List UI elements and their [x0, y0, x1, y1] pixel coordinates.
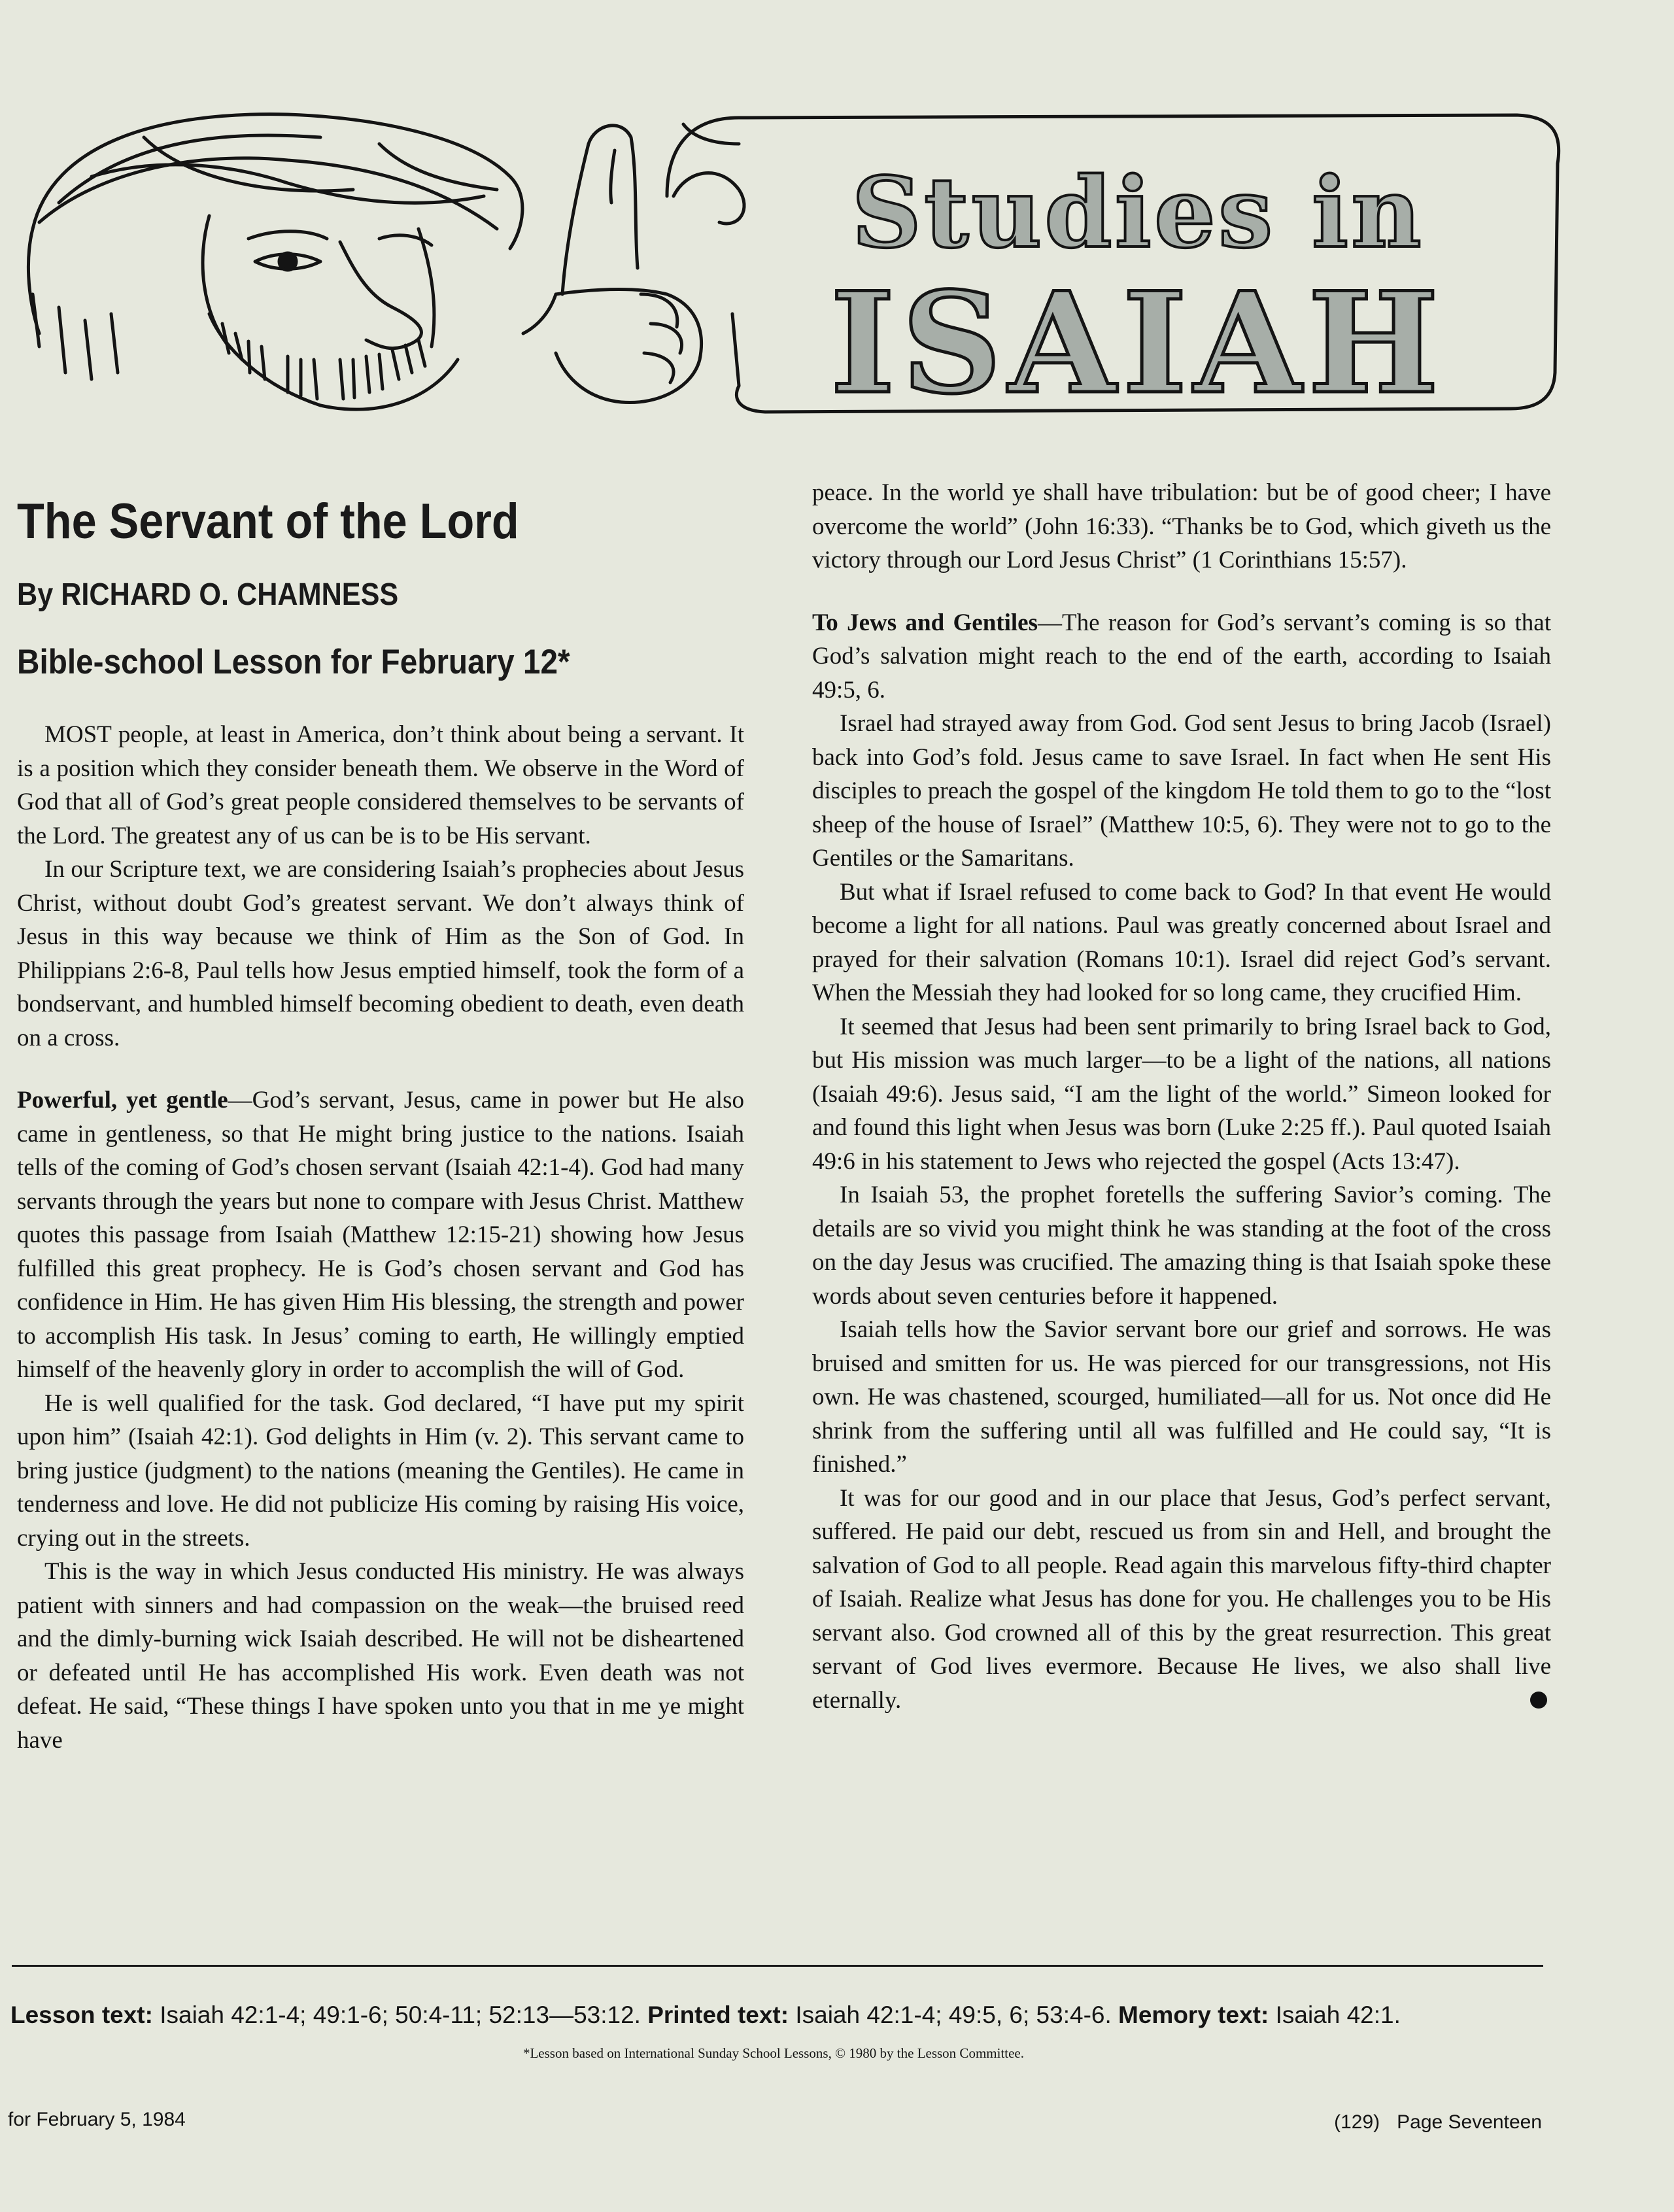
memory-text-value: Isaiah 42:1.: [1269, 2001, 1401, 2028]
paragraph: In our Scripture text, we are considering Isaiah’s prophecies about Jesus Christ, without doubt God’s greatest servant. We don’t always think of Jesus in this way because we think of Him as the Son of God. In Philippians 2:6-8, Paul tells how Jesus emptied himself, took the form of a bondservant, and humbled himself becoming obedient to death, even death on a cross.: [17, 856, 744, 1051]
banner: [13, 98, 1569, 425]
paragraph: It seemed that Jesus had been sent primarily to bring Israel back to God, but His mission was much larger—to be a light of the nations, all nations (Isaiah 49:6). Jesus said, “I am the light of the world.” Simeon looked for and found this light when Jesus was born (Luke 2:25 ff.). Paul quoted Isaiah 49:6 in his statement to Jews who rejected the gospel (Acts 13:47).: [812, 1013, 1551, 1175]
banner-title-line2: ISAIAH: [830, 262, 1446, 424]
subhead-to-jews-and-gentiles: To Jews and Gentiles: [812, 609, 1038, 636]
memory-text-label: Memory text:: [1118, 2001, 1269, 2028]
page-number: (129): [1334, 2111, 1380, 2133]
lesson-text-label: Lesson text:: [10, 2001, 153, 2028]
paragraph: This is the way in which Jesus conducted His ministry. He was always patient with sinners and had compassion on the weak—the bruised reed and the dimly-burning wick Isaiah described. He will not be disheartened or defeated until He has accomplished His work. Even death was not defeat. He said, “These things I have spoken unto you that in me ye might have: [17, 1558, 744, 1754]
page-folio: [1334, 2109, 1542, 2135]
issue-date: for February 5, 1984: [8, 2109, 186, 2130]
paragraph: [812, 1482, 1551, 1718]
paragraph-text: It was for our good and in our place that Jesus, God’s perfect servant, suffered. He paid our debt, rescued us from sin and Hell, and brought the salvation of God to all people. Read again this marvelous fifty-third chapter of Isaiah. Realize what Jesus has done for you. He challenges you to be His servant also. God crowned all of this by the great resurrection. This great servant of God lives evermore. Because He lives, we also shall live eternally.: [812, 1484, 1551, 1714]
paragraph: In Isaiah 53, the prophet foretells the suffering Savior’s coming. The details are so vivid you might think he was standing at the foot of the cross on the day Jesus was crucified. The amazing thing is that Isaiah spoke these words about seven centuries before it happened.: [812, 1182, 1551, 1310]
column-right: [812, 476, 1551, 1717]
banner-title: [752, 156, 1524, 424]
paragraph: [17, 1083, 744, 1387]
paragraph-text: —The reason for God’s servant’s coming is so that God’s salvation might reach to the end of the earth, according to Isaiah 49:5, 6.: [812, 609, 1551, 704]
lesson-references: [10, 1999, 1580, 2031]
banner-title-line1: Studies in: [851, 156, 1424, 269]
footer-rule: [12, 1965, 1543, 1967]
paragraph: But what if Israel refused to come back to God? In that event He would become a light for all nations. Paul was greatly concerned about Israel and prayed for their salvation (Romans 10:1). Israel did reject God’s servant. When the Messiah they had looked for so long came, they crucified Him.: [812, 878, 1551, 1006]
paragraph: Isaiah tells how the Savior servant bore our grief and sorrows. He was bruised and smitten for us. He was pierced for our transgressions, not His own. He was chastened, scourged, humiliated—all for us. Not once did He shrink from the suffering until all was fulfilled and He could say, “It is finished.”: [812, 1316, 1551, 1478]
article-byline: By RICHARD O. CHAMNESS: [17, 577, 399, 612]
paragraph: He is well qualified for the task. God declared, “I have put my spirit upon him” (Isaiah 42:1). God delights in Him (v. 2). This servant came to bring justice (judgment) to the nations (meaning the Gentiles). He came in tenderness and love. He did not publicize His coming by raising His voice, crying out in the streets.: [17, 1389, 744, 1552]
paragraph: peace. In the world ye shall have tribulation: but be of good cheer; I have overcome the world” (John 16:33). “Thanks be to God, which giveth us the victory through our Lord Jesus Christ” (1 Corinthians 15:57).: [812, 479, 1551, 573]
printed-text-value: Isaiah 42:1-4; 49:5, 6; 53:4-6.: [789, 2001, 1119, 2028]
column-left: [17, 718, 744, 1757]
subhead-powerful-yet-gentle: Powerful, yet gentle: [17, 1087, 228, 1114]
lesson-date-line: Bible-school Lesson for February 12*: [17, 643, 570, 681]
copyright-footnote: *Lesson based on International Sunday School Lessons, © 1980 by the Lesson Committee.: [522, 2045, 1025, 2061]
page-label: Page Seventeen: [1397, 2111, 1542, 2133]
lesson-text-value: Isaiah 42:1-4; 49:1-6; 50:4-11; 52:13—53:12.: [152, 2001, 648, 2028]
paragraph: Israel had strayed away from God. God sent Jesus to bring Jacob (Israel) back into God’s fold. Jesus came to save Israel. In fact when He sent His disciples to preach the gospel of the kingdom He told them to go to the “lost sheep of the house of Israel” (Matthew 10:5, 6). They were not to go to the Gentiles or the Samaritans.: [812, 710, 1551, 872]
paragraph: MOST people, at least in America, don’t think about being a servant. It is a position which they consider beneath them. We observe in the Word of God that all of God’s great people considered themselves to be servants of the Lord. The greatest any of us can be is to be His servant.: [17, 721, 744, 849]
article-headline: The Servant of the Lord: [17, 494, 519, 549]
paragraph: [812, 606, 1551, 707]
paragraph-text: —God’s servant, Jesus, came in power but He also came in gentleness, so that He might bring justice to the nations. Isaiah tells of the coming of God’s chosen servant (Isaiah 42:1-4). God had many servants through the years but none to compare with Jesus Christ. Matthew quotes this passage from Isaiah (Matthew 12:15-21) showing how Jesus fulfilled this great prophecy. He is God’s chosen servant and God has confidence in Him. He has given Him His blessing, the strength and power to accomplish His task. In Jesus’ coming to earth, He willingly emptied himself of the heavenly glory in order to accomplish the will of God.: [17, 1087, 744, 1383]
end-mark-bullet: [1530, 1692, 1547, 1709]
printed-text-label: Printed text:: [647, 2001, 789, 2028]
